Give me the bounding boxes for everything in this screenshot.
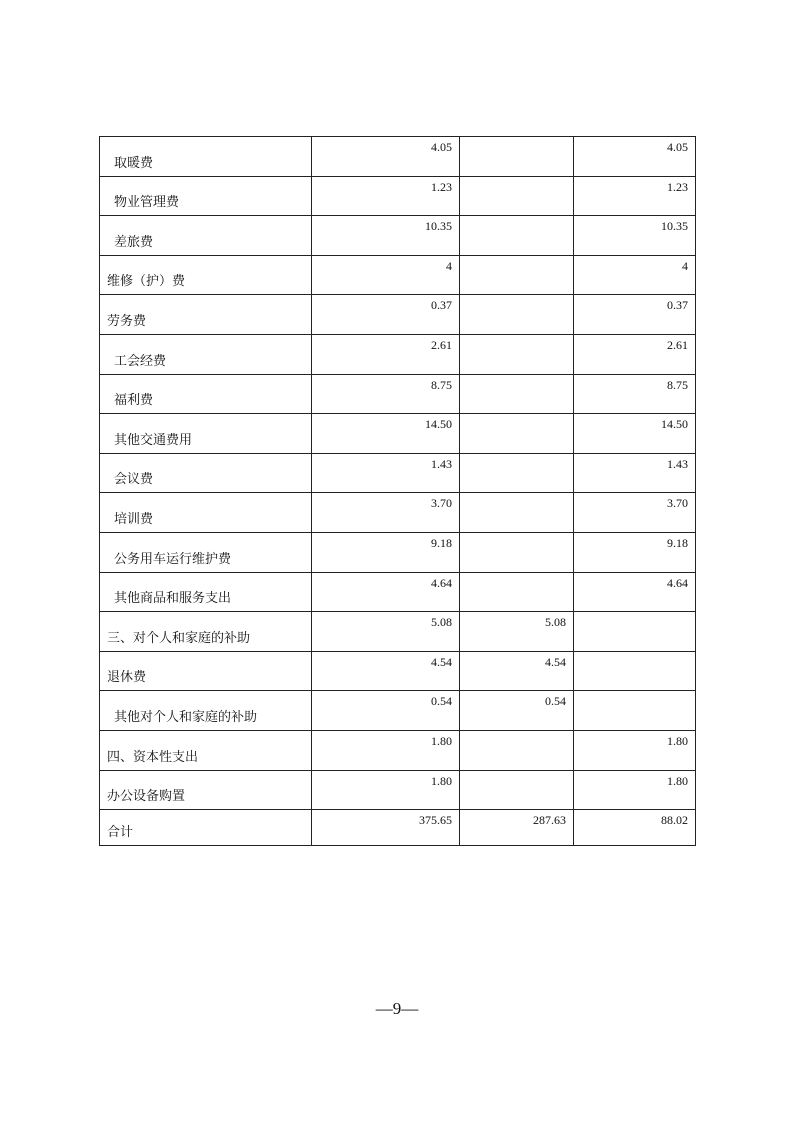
row-label: 差旅费 [114,234,154,250]
row-label-cell [100,770,312,810]
project-value: 9.18 [667,535,688,550]
table-row [100,255,696,295]
total-value: 14.50 [425,417,452,432]
row-label-cell [100,572,312,612]
project-cell [574,374,696,414]
project-cell [574,176,696,216]
total-cell [312,334,460,374]
project-value: 1.23 [667,179,688,194]
basic-cell [460,572,574,612]
table-row [100,691,696,731]
project-value: 1.80 [667,733,688,748]
basic-cell [460,176,574,216]
table-row [100,572,696,612]
row-label-cell [100,295,312,335]
basic-cell [460,810,574,846]
table-row [100,137,696,177]
project-cell [574,691,696,731]
row-label-cell [100,691,312,731]
project-value: 3.70 [667,496,688,511]
row-label: 三、对个人和家庭的补助 [107,630,251,646]
total-cell [312,453,460,493]
table-row-total [100,810,696,846]
row-label: 其他商品和服务支出 [114,591,232,607]
project-value: 0.37 [667,298,688,313]
project-value: 1.43 [667,456,688,471]
total-cell [312,255,460,295]
project-cell [574,453,696,493]
table-row [100,414,696,454]
row-label: 工会经费 [114,353,167,369]
row-label: 其他交通费用 [114,432,193,448]
row-label: 其他对个人和家庭的补助 [114,709,258,725]
table-row [100,453,696,493]
row-label-cell [100,493,312,533]
project-value: 10.35 [661,219,688,234]
table-row [100,730,696,770]
row-label-cell [100,453,312,493]
table-row [100,532,696,572]
project-cell [574,730,696,770]
row-label: 培训费 [114,511,154,527]
page-number: —9— [375,999,419,1018]
project-value: 88.02 [661,813,688,828]
table-row [100,216,696,256]
table-row [100,651,696,691]
table-row [100,374,696,414]
total-cell [312,137,460,177]
total-value: 9.18 [431,535,452,550]
project-cell [574,572,696,612]
row-label: 办公设备购置 [107,789,186,805]
project-value: 4.05 [667,140,688,154]
total-cell [312,691,460,731]
row-label: 福利费 [114,393,154,409]
basic-cell [460,532,574,572]
project-value: 4.64 [667,575,688,590]
total-value: 375.65 [419,813,452,828]
total-cell [312,216,460,256]
basic-cell [460,612,574,652]
total-value: 1.23 [431,179,452,194]
total-value: 3.70 [431,496,452,511]
row-label-cell [100,730,312,770]
total-value: 10.35 [425,219,452,234]
total-value: 0.37 [431,298,452,313]
row-label: 维修（护）费 [107,274,186,290]
row-label-cell [100,176,312,216]
project-value: 1.80 [667,773,688,788]
row-label: 劳务费 [107,313,147,329]
total-cell [312,612,460,652]
basic-cell [460,730,574,770]
total-value: 1.80 [431,773,452,788]
project-cell [574,255,696,295]
project-cell [574,612,696,652]
table-row [100,612,696,652]
total-value: 1.80 [431,733,452,748]
project-cell [574,334,696,374]
table-row [100,295,696,335]
row-label-cell [100,374,312,414]
total-value: 4.54 [431,654,452,669]
basic-cell [460,453,574,493]
project-cell [574,532,696,572]
project-cell [574,770,696,810]
basic-cell [460,691,574,731]
table-row [100,334,696,374]
total-value: 0.54 [431,694,452,709]
project-value: 8.75 [667,377,688,392]
project-cell [574,493,696,533]
basic-cell [460,414,574,454]
total-cell [312,295,460,335]
row-label: 取暖费 [114,155,154,171]
basic-cell [460,651,574,691]
total-value: 8.75 [431,377,452,392]
basic-cell [460,493,574,533]
total-value: 5.08 [431,615,452,630]
row-label-cell [100,255,312,295]
row-label-cell [100,612,312,652]
total-cell [312,770,460,810]
total-cell [312,532,460,572]
row-label: 合计 [107,825,134,841]
project-value: 14.50 [661,417,688,432]
row-label-cell [100,810,312,846]
total-value: 4.64 [431,575,452,590]
project-cell [574,216,696,256]
project-cell [574,137,696,177]
row-label: 四、资本性支出 [107,749,199,765]
row-label-cell [100,216,312,256]
total-cell [312,176,460,216]
total-value: 4 [446,258,452,273]
project-cell [574,810,696,846]
basic-value: 287.63 [533,813,566,828]
basic-cell [460,216,574,256]
basic-value: 0.54 [545,694,566,709]
total-value: 1.43 [431,456,452,471]
expenditure-table [99,136,696,846]
total-value: 4.05 [431,140,452,154]
total-value: 2.61 [431,337,452,352]
row-label: 退休费 [107,670,147,686]
total-cell [312,493,460,533]
total-cell [312,730,460,770]
basic-value: 5.08 [545,615,566,630]
basic-cell [460,137,574,177]
basic-cell [460,374,574,414]
total-cell [312,374,460,414]
project-cell [574,295,696,335]
total-cell [312,810,460,846]
basic-cell [460,295,574,335]
row-label: 物业管理费 [114,195,180,211]
basic-value: 4.54 [545,654,566,669]
basic-cell [460,334,574,374]
row-label-cell [100,137,312,177]
row-label-cell [100,651,312,691]
row-label: 会议费 [114,472,154,488]
table-row [100,770,696,810]
total-cell [312,651,460,691]
table-row [100,176,696,216]
row-label: 公务用车运行维护费 [114,551,232,567]
project-cell [574,651,696,691]
project-value: 4 [682,258,688,273]
total-cell [312,414,460,454]
project-cell [574,414,696,454]
basic-cell [460,255,574,295]
row-label-cell [100,414,312,454]
total-cell [312,572,460,612]
project-value: 2.61 [667,337,688,352]
basic-cell [460,770,574,810]
row-label-cell [100,334,312,374]
row-label-cell [100,532,312,572]
table-row [100,493,696,533]
